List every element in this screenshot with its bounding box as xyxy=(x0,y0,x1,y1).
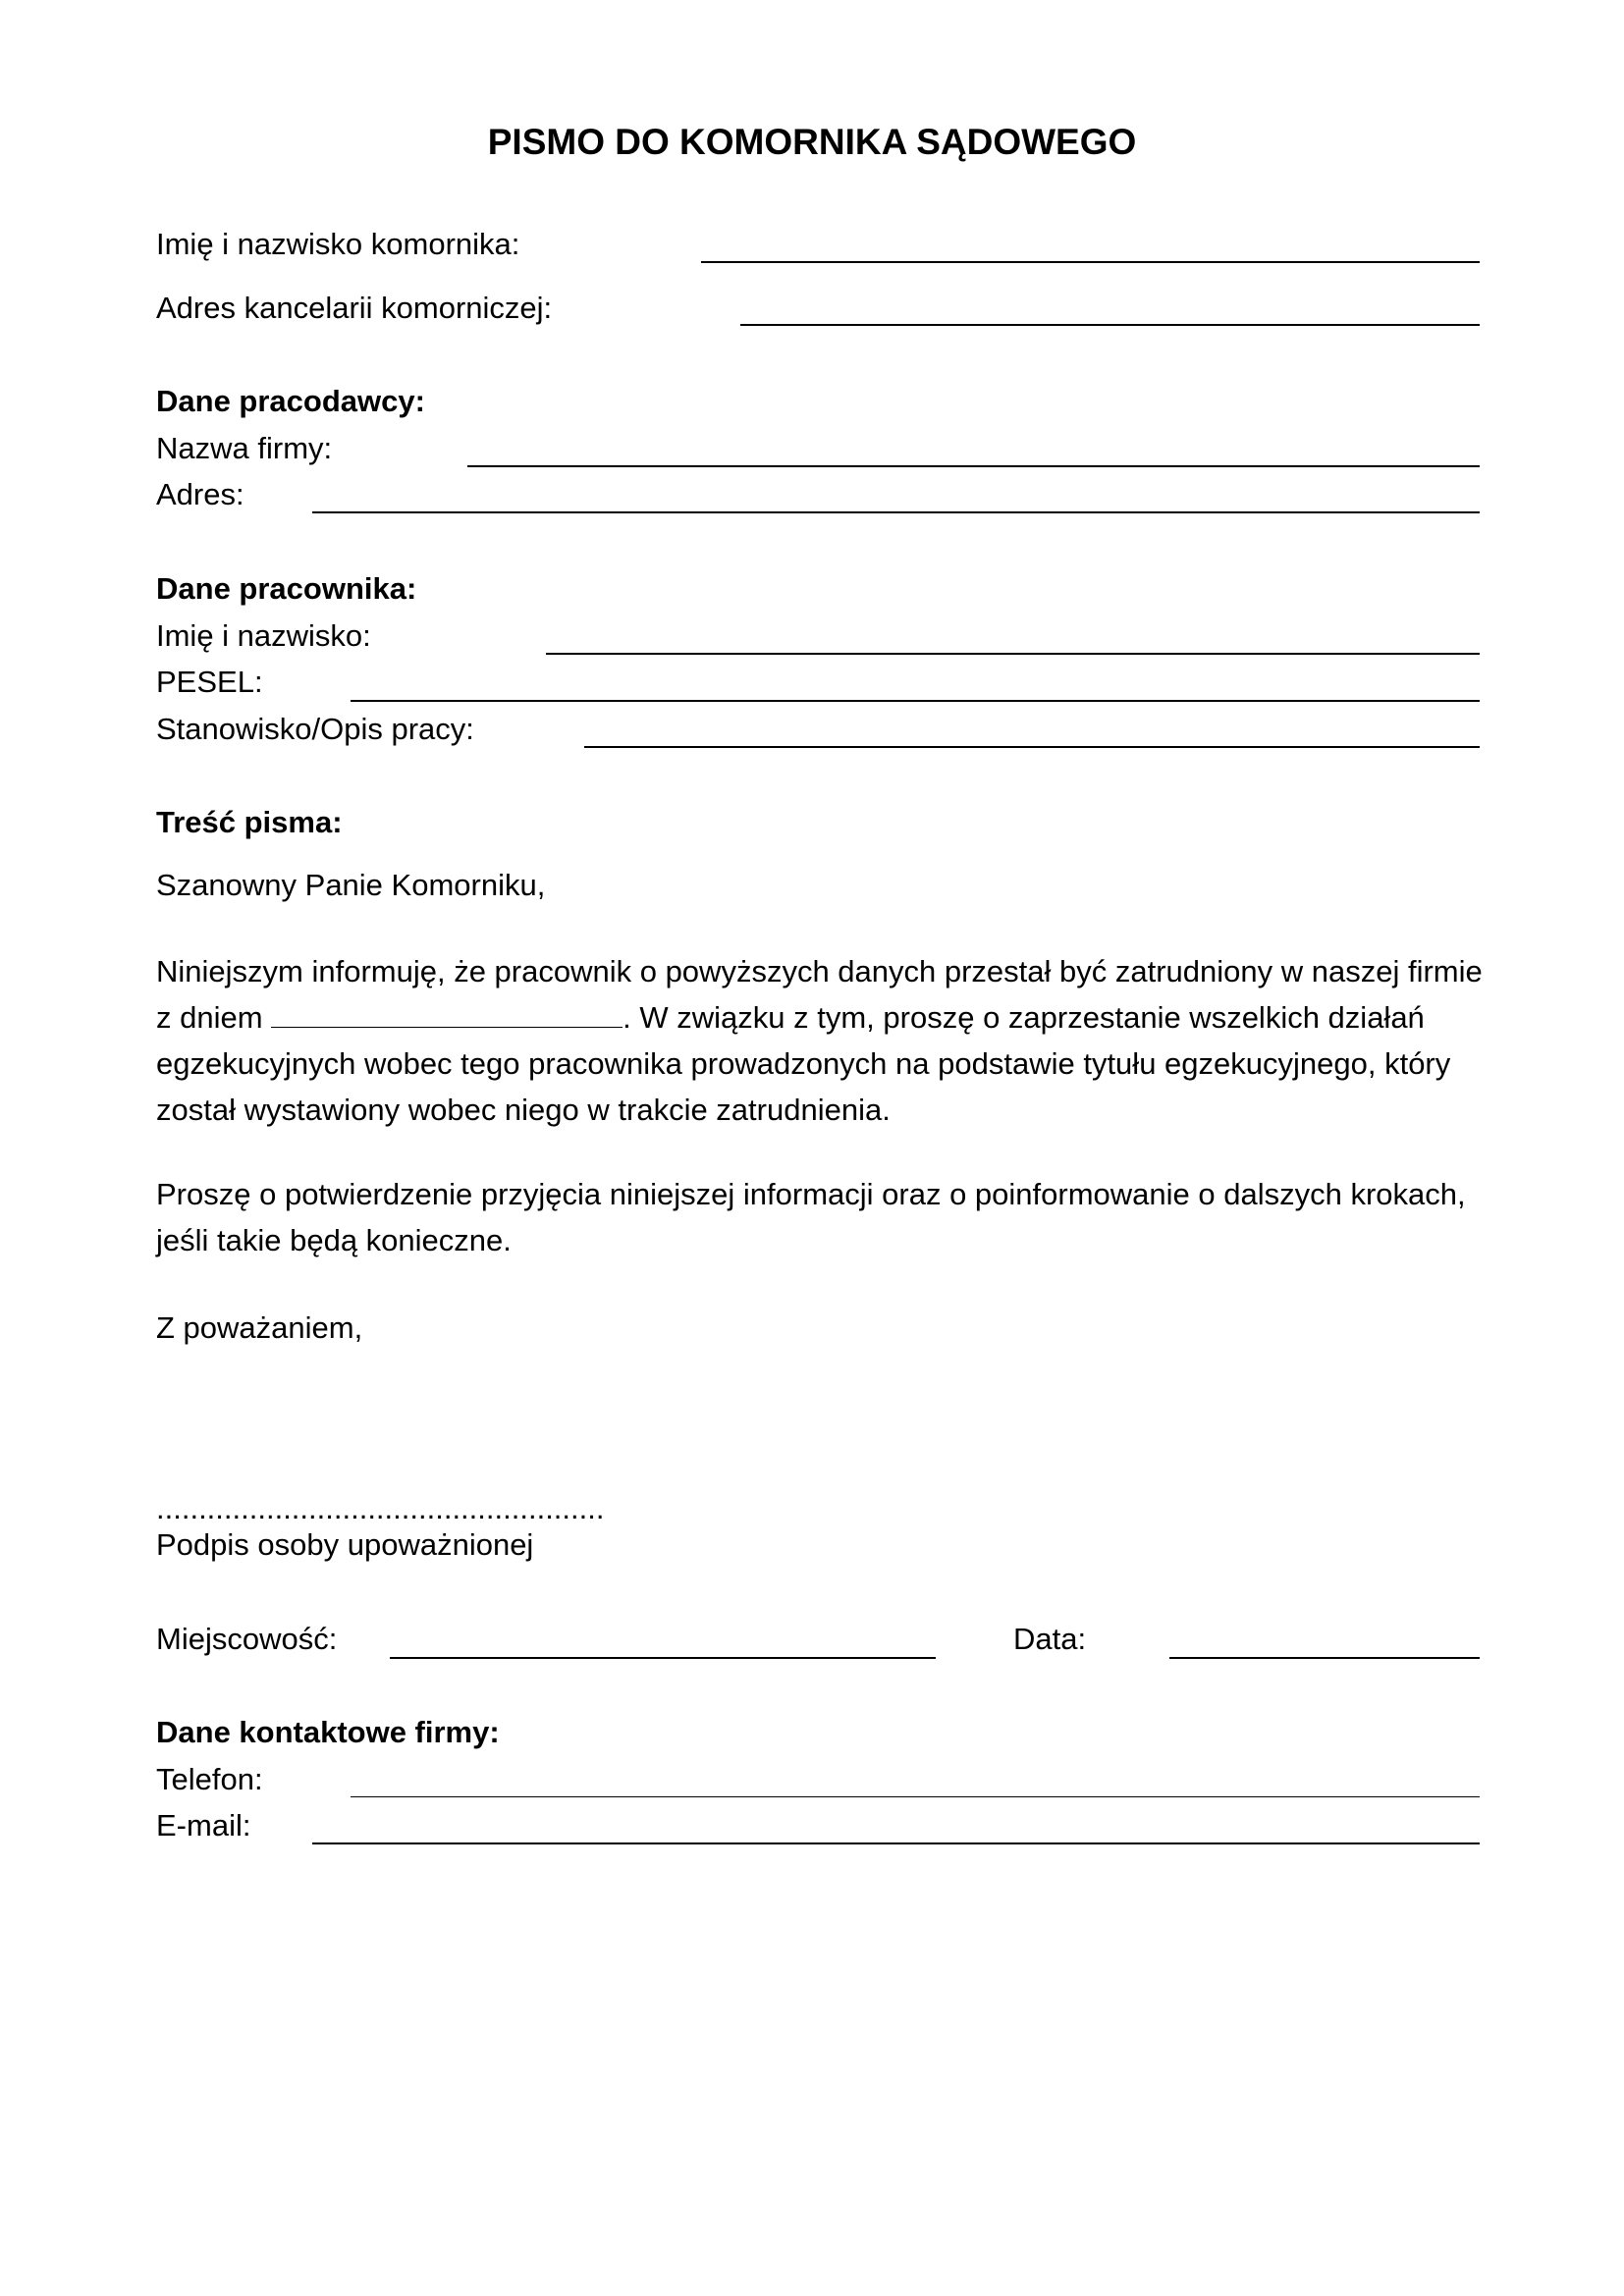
signature-line[interactable]: ..................................................... xyxy=(156,1491,605,1525)
contact-email-field[interactable] xyxy=(312,1842,1480,1844)
employee-name-label: Imię i nazwisko: xyxy=(156,618,371,653)
contact-phone-label: Telefon: xyxy=(156,1762,263,1796)
employer-company-name-label: Nazwa firmy: xyxy=(156,431,333,465)
employee-pesel-field[interactable] xyxy=(351,700,1480,702)
employee-position-label: Stanowisko/Opis pracy: xyxy=(156,712,474,746)
letter-heading: Treść pisma: xyxy=(156,805,343,839)
date-field[interactable] xyxy=(1169,1657,1480,1659)
contact-heading: Dane kontaktowe firmy: xyxy=(156,1715,500,1749)
employer-address-label: Adres: xyxy=(156,477,244,511)
letter-paragraph-1-line-3: egzekucyjnych wobec tego pracownika prowadzonych na podstawie tytułu egzekucyjnego, który xyxy=(156,1046,1451,1081)
bailiff-name-field[interactable] xyxy=(701,261,1480,263)
bailiff-name-label: Imię i nazwisko komornika: xyxy=(156,227,520,261)
letter-paragraph-1-line-1: Niniejszym informuję, że pracownik o powyższych danych przestał być zatrudniony w naszej firmie xyxy=(156,954,1483,988)
contact-phone-field[interactable] xyxy=(351,1796,1480,1797)
letter-paragraph-1-line-2 xyxy=(156,994,1491,1041)
letter-paragraph-1-line-4: został wystawiony wobec niego w trakcie zatrudnienia. xyxy=(156,1093,891,1127)
employer-address-field[interactable] xyxy=(312,511,1480,513)
employee-position-field[interactable] xyxy=(584,746,1480,748)
letter-salutation: Szanowny Panie Komorniku, xyxy=(156,868,546,902)
employer-heading: Dane pracodawcy: xyxy=(156,384,425,418)
letter-paragraph-1 xyxy=(156,948,1491,1133)
termination-date-field[interactable] xyxy=(271,1001,623,1028)
bailiff-office-address-field[interactable] xyxy=(740,324,1480,326)
employer-company-name-field[interactable] xyxy=(467,465,1480,467)
bailiff-office-address-label: Adres kancelarii komorniczej: xyxy=(156,291,553,325)
document-title: PISMO DO KOMORNIKA SĄDOWEGO xyxy=(487,122,1137,162)
place-label: Miejscowość: xyxy=(156,1622,338,1656)
letter-paragraph-2 xyxy=(156,1171,1491,1263)
date-prefix: z dniem xyxy=(156,1000,272,1035)
contact-email-label: E-mail: xyxy=(156,1808,251,1842)
employee-pesel-label: PESEL: xyxy=(156,665,263,699)
place-field[interactable] xyxy=(390,1657,936,1659)
date-label: Data: xyxy=(1013,1622,1087,1656)
letter-paragraph-2-line-1: Proszę o potwierdzenie przyjęcia niniejszej informacji oraz o poinformowanie o dalszych krokach, xyxy=(156,1177,1466,1211)
signature-label: Podpis osoby upoważnionej xyxy=(156,1527,534,1562)
employee-name-field[interactable] xyxy=(546,653,1480,655)
letter-closing: Z poważaniem, xyxy=(156,1310,363,1345)
letter-paragraph-2-line-2: jeśli takie będą konieczne. xyxy=(156,1223,512,1257)
date-suffix: . W związku z tym, proszę o zaprzestanie wszelkich działań xyxy=(623,1000,1425,1035)
employee-heading: Dane pracownika: xyxy=(156,571,417,606)
